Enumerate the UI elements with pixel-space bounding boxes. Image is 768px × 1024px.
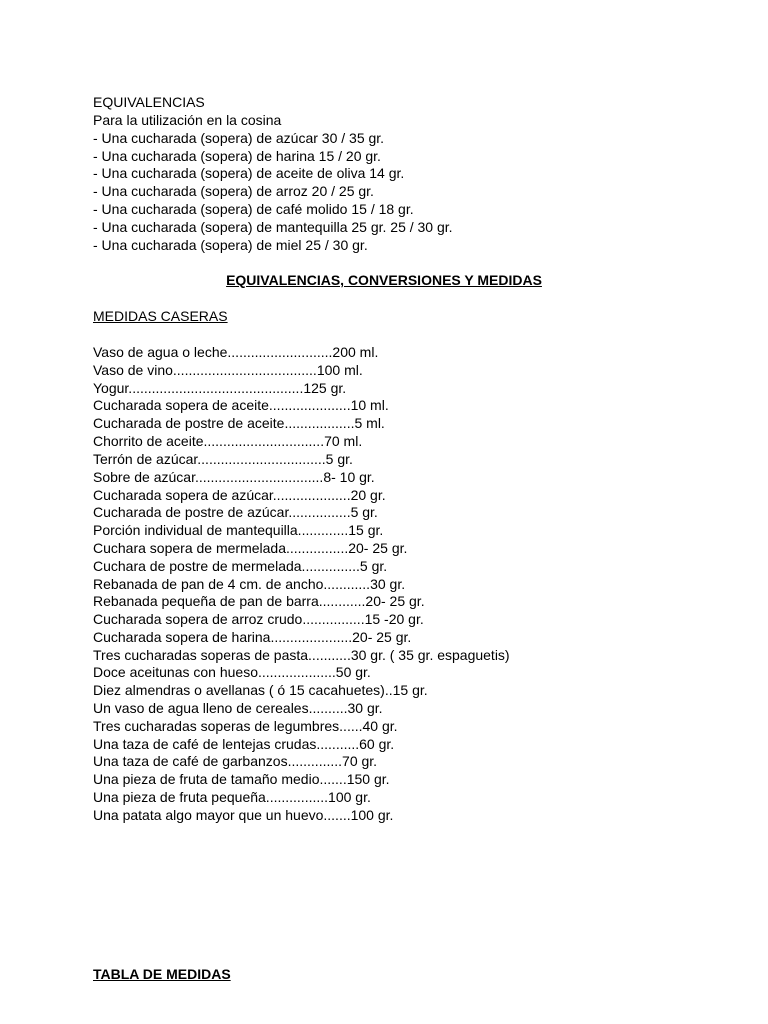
measure-item: Cucharada de postre de azúcar................5 gr.	[93, 504, 378, 520]
measure-item: Porción individual de mantequilla.............15 gr.	[93, 522, 384, 538]
measure-item: Cucharada sopera de harina.....................20- 25 gr.	[93, 629, 412, 645]
measure-item: Tres cucharadas soperas de legumbres......40 gr.	[93, 718, 398, 734]
measure-item: Diez almendras o avellanas ( ó 15 cacahuetes)..15 gr.	[93, 682, 428, 698]
equivalence-item: - Una cucharada (sopera) de mantequilla 25 gr. 25 / 30 gr.	[93, 219, 453, 235]
measure-item: Una taza de café de lentejas crudas...........60 gr.	[93, 736, 395, 752]
measure-item: Cucharada sopera de arroz crudo................15 -20 gr.	[93, 611, 424, 627]
measure-item: Yogur.............................................125 gr.	[93, 380, 347, 396]
equivalence-item: - Una cucharada (sopera) de café molido 15 / 18 gr.	[93, 201, 414, 217]
measure-item: Tres cucharadas soperas de pasta...........30 gr. ( 35 gr. espaguetis)	[93, 647, 510, 663]
measure-item: Cuchara sopera de mermelada................20- 25 gr.	[93, 540, 408, 556]
measure-item: Vaso de vino.....................................100 ml.	[93, 362, 363, 378]
measure-item: Rebanada de pan de 4 cm. de ancho............30 gr.	[93, 576, 406, 592]
measure-item: Cuchara de postre de mermelada...............5 gr.	[93, 558, 388, 574]
equivalence-item: - Una cucharada (sopera) de aceite de oliva 14 gr.	[93, 165, 405, 181]
measure-item: Una pieza de fruta de tamaño medio.......150 gr.	[93, 771, 390, 787]
tabla-medidas-title: TABLA DE MEDIDAS	[93, 966, 231, 982]
section-title-equivalencias: EQUIVALENCIAS	[93, 94, 205, 110]
equivalence-item: - Una cucharada (sopera) de harina 15 / 20 gr.	[93, 148, 381, 164]
measure-item: Una pieza de fruta pequeña................100 gr.	[93, 789, 371, 805]
equivalence-item: - Una cucharada (sopera) de azúcar 30 / 35 gr.	[93, 130, 385, 146]
equivalence-item: - Una cucharada (sopera) de miel 25 / 30 gr.	[93, 237, 368, 253]
measure-item: Sobre de azúcar.................................8- 10 gr.	[93, 469, 375, 485]
measure-item: Chorrito de aceite...............................70 ml.	[93, 433, 363, 449]
measure-item: Doce aceitunas con hueso....................50 gr.	[93, 664, 371, 680]
measure-item: Una taza de café de garbanzos..............70 gr.	[93, 753, 378, 769]
measure-item: Cucharada de postre de aceite..................5 ml.	[93, 415, 385, 431]
measure-item: Rebanada pequeña de pan de barra............20- 25 gr.	[93, 593, 425, 609]
measure-item: Cucharada sopera de aceite.....................10 ml.	[93, 397, 389, 413]
equivalence-item: - Una cucharada (sopera) de arroz 20 / 25 gr.	[93, 183, 374, 199]
measure-item: Terrón de azúcar.................................5 gr.	[93, 451, 353, 467]
measure-item: Una patata algo mayor que un huevo.......100 gr.	[93, 807, 394, 823]
section-subtitle: Para la utilización en la cosina	[93, 112, 282, 128]
main-heading: EQUIVALENCIAS, CONVERSIONES Y MEDIDAS	[226, 272, 542, 288]
measure-item: Un vaso de agua lleno de cereales..........30 gr.	[93, 700, 383, 716]
medidas-caseras-title: MEDIDAS CASERAS	[93, 308, 228, 324]
measure-item: Cucharada sopera de azúcar....................20 gr.	[93, 487, 386, 503]
measure-item: Vaso de agua o leche...........................200 ml.	[93, 344, 379, 360]
